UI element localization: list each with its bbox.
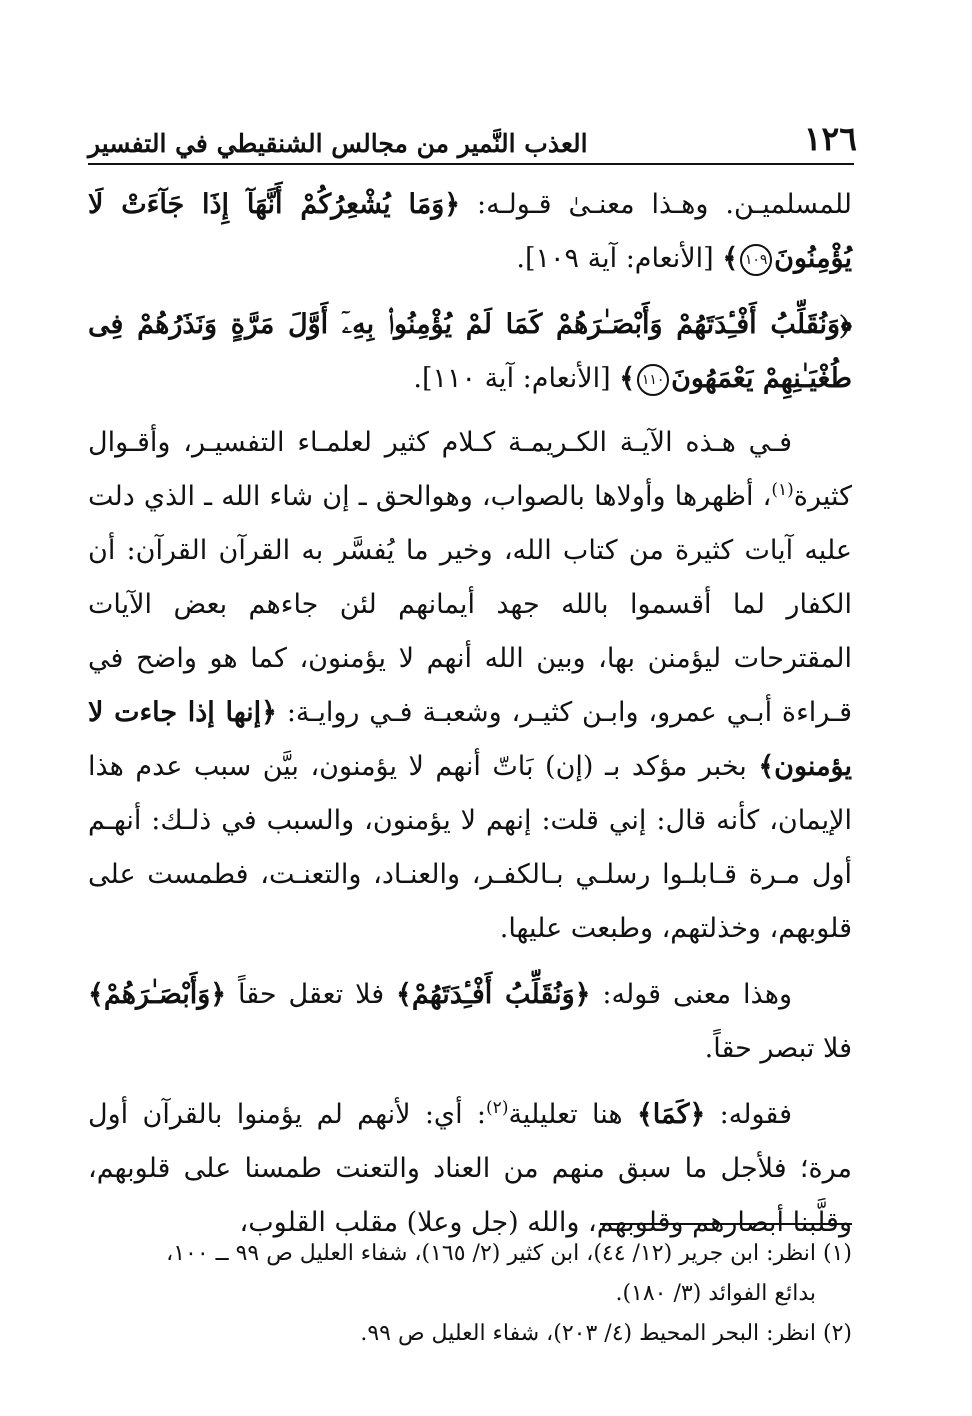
verse-close-bracket: ﴾ [619, 363, 636, 394]
main-paragraph [88, 416, 852, 956]
footnote-2-line-1: (٢) انظر: البحر المحيط (٤/ ٢٠٣)، شفاء العليل ص ٩٩. [360, 1321, 852, 1346]
running-title: العذب النَّمير من مجالس الشنقيطي في التفسير [88, 129, 588, 158]
footnote-1-continuation [88, 1274, 852, 1314]
main-text-2: ، أظهرها وأولاها بالصواب، وهوالحق ـ إن شاء الله ـ الذي دلت عليه آيات كثيرة من كتاب الله، وخير ما يُفسَّر به القرآن القرآن: أن الكفار لما أقسموا بالله جهد أيمانهم لئن جاءهم بعض الآيات المقترحات ليؤمنن بها، وبين الله أنهم لا يؤمنون، كما هو واضح في قـراءة أبـي عمرو، وابـن كثيـر، وشعبـة فـي روايـة: [88, 481, 852, 728]
intro-paragraph [88, 178, 852, 286]
footnote-ref-2[interactable]: (٢) [486, 1098, 509, 1118]
page-header [88, 118, 857, 158]
kama-text-2: هنا تعليلية [508, 1099, 637, 1130]
quran-verse-109: ﴿وَمَا يُشْعِرُكُمْ أَنَّهَآ إِذَا جَآءَتْ لَا يُؤْمِنُونَ [88, 189, 852, 274]
kama-paragraph [88, 1088, 852, 1250]
main-text-1: فـي هـذه الآيـة الكـريمـة كـلام كثير لعلمـاء التفسيـر، وأقـوال كثيرة [88, 427, 852, 512]
meaning-text-2: فلا تعقل حقاً [226, 979, 397, 1010]
meaning-text-1: وهذا معنى قوله: [590, 979, 792, 1010]
meaning-paragraph [88, 968, 852, 1076]
verse-paragraph [88, 298, 852, 406]
quran-verse-110: ﴿وَنُقَلِّبُ أَفْـِٔدَتَهُمْ وَأَبْصَـٰرَهُمْ كَمَا لَمْ يُؤْمِنُوا۟ بِهِۦٓ أَوَّلَ مَرَّةٍ وَنَذَرُهُمْ فِى طُغْيَـٰنِهِمْ يَعْمَهُونَ [88, 309, 852, 394]
ayah-number-109: ١٠٩ [740, 244, 772, 276]
footnote-rule [600, 1223, 852, 1225]
verse-close-bracket: ﴾ [722, 243, 739, 274]
footnotes [88, 1234, 852, 1354]
main-text-3: بخبر مؤكد بـ (إن) بَاتّ أنهم لا يؤمنون، بيَّن سبب عدم هذا الإيمان، كأنه قال: إني قلت: إنهم لا يؤمنون، والسبب في ذلـك: أنهـم أول مـرة قـابلـوا رسلـي بـالكفـر، والعنـاد، والتعنـت، فطمست على قلوبهم، وخذلتهم، وطبعت عليها. [88, 751, 852, 944]
verse-reference-110: [الأنعام: آية ١١٠]. [413, 363, 620, 394]
footnote-ref-1[interactable]: (١) [771, 480, 794, 500]
kama-quote: ﴿كَمَا﴾ [636, 1099, 706, 1130]
ayah-number-110: ١١٠ [637, 364, 669, 396]
qiraah-quote: ﴿إنها إذا جاءت لا يؤمنون﴾ [88, 697, 852, 782]
kama-text-1: فقوله: [705, 1099, 792, 1130]
body-text [88, 178, 852, 1250]
verse-reference-109: [الأنعام: آية ١٠٩]. [516, 243, 723, 274]
page-number: ١٢٦ [803, 119, 857, 158]
meaning-quote-2: ﴿وَأَبْصَـٰرَهُمْ﴾ [88, 979, 227, 1010]
header-rule [88, 163, 854, 165]
meaning-text-3: فلا تبصر حقاً. [704, 1033, 852, 1064]
meaning-quote-1: ﴿وَنُقَلِّبُ أَفْـِٔدَتَهُمْ﴾ [396, 979, 591, 1010]
kama-text-3: : أي: لأنهم لم يؤمنوا بالقرآن أول مرة؛ فلأجل ما سبق منهم من العناد والتعنت طمسنا على قلوبهم، وقلَّبنا أبصارهم وقلوبهم، والله (جل وعلا) مقلب القلوب، [88, 1099, 852, 1238]
intro-text: للمسلميـن. وهـذا معنـىٰ قـولـه: [460, 189, 852, 220]
footnote-1 [88, 1234, 852, 1274]
footnote-1-line-2: بدائع الفوائد (٣/ ١٨٠). [615, 1281, 816, 1306]
footnote-2 [88, 1314, 852, 1354]
footnote-1-line-1: (١) انظر: ابن جرير (١٢/ ٤٤)، ابن كثير (٢/ ١٦٥)، شفاء العليل ص ٩٩ ــ ١٠٠، [166, 1241, 852, 1266]
